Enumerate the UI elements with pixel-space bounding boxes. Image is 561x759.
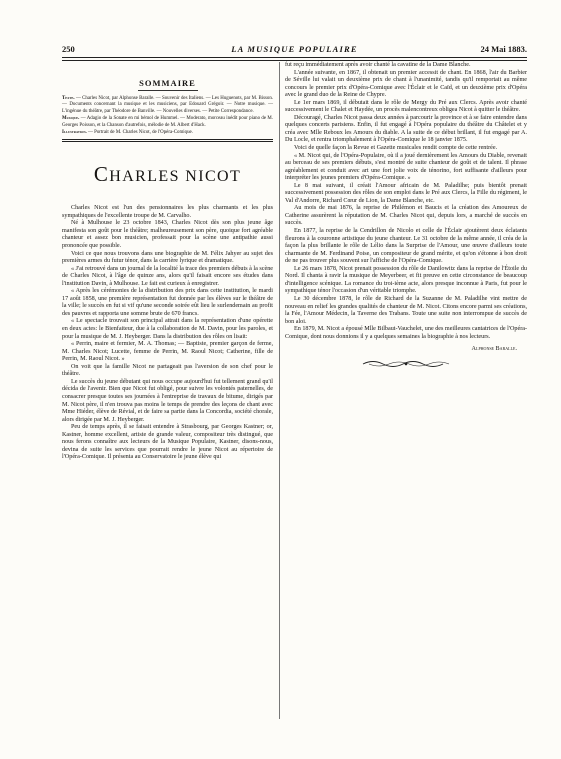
article-paragraph: Le 30 décembre 1878, le rôle de Richard de la Suzanne de M. Paladilhe vint mettre de nouveau en relief les grandes qualités de chanteur de M. Nicot. Citons encore parmi ses créations, la Fée, l'Amour Médecin, la Taverne des Trabans. Toute une suite non interrompue de succès de bon aloi. — [285, 295, 527, 325]
end-flourish-ornament — [361, 359, 451, 369]
article-paragraph: « Après les cérémonies de la distribution des prix dans cette institution, le mardi 17 août 1858, une première représentation fut donnée par les élèves sur le théâtre de la ville; le succès en fut si vif qu'une seconde soirée eût lieu le surlendemain au profit des pauvres et rapporta une somme brute de 670 francs. — [62, 288, 273, 317]
article-paragraph: Le 1er mars 1869, il débutait dans le rôle de Mergy du Pré aux Clercs. Après avoir chanté successivement le Chalet et Haydée, un procès malencontreux obligea Nicot à quitter le théâtre. — [285, 99, 527, 114]
sommaire-illustration-content: — Portrait de M. Charles Nicot, de l'Opéra-Comique. — [87, 130, 193, 136]
sommaire-musique-label: Musique. — [62, 116, 80, 122]
article-paragraph: « J'ai retrouvé dans un journal de la localité la trace des premiers débuts à la scène de Charles Nicot, à l'âge de quinze ans, alors qu'il faisait encore ses études dans l'institution Davin, à Mulhouse. Le fait est curieux à enregistrer. — [62, 265, 273, 287]
article-paragraph: « Perrin, maire et fermier, M. A. Thomas; — Baptiste, premier garçon de ferme, M. Charles Nicot; Lucette, femme de Perrin, M. Raoul Nicot; Catherine, fille de Perrin, M. Raoul Nicot. » — [62, 341, 273, 363]
article-paragraph: Peu de temps après, il se faisait entendre à Strasbourg, par Georges Kastner; or, Kastner, homme excellent, artiste de grande valeur, compositeur très distingué, que nous ferons connaître aux lecteurs de la Musique Populaire, Kastner, disons-nous, devina de suite les services que pourrait rendre le jeune Nicot au répertoire de l'Opéra-Comique. Il présenta au Conservatoire le jeune élève qui — [62, 424, 273, 461]
article-paragraph: Le succès du jeune débutant qui nous occupe aujourd'hui fut tellement grand qu'il décida de l'avenir. Bien que Nicot fut obligé, pour suivre les volontés paternelles, de consacrer presque toutes ses journées à l'entreprise de travaux de bitume, dirigés par M. Nicot père, il n'en trouva pas moins le temps de prendre des leçons de chant avec Mme Hiéder, élève de Révial, et de faire sa partie dans la Concordia, société chorale, alors dirigée par M. J. Heyberger. — [62, 378, 273, 423]
column-divider — [279, 62, 280, 719]
sommaire — [62, 78, 273, 137]
issue-date: 24 Mai 1883. — [480, 44, 527, 54]
article-paragraph: Au mois de mai 1876, la reprise de Philémon et Baucis et la création des Amoureux de Catherine assurèrent la réputation de M. Charles Nicot qui, depuis lors, a marché de succès en succès. — [285, 205, 527, 227]
article-paragraph: Né à Mulhouse le 23 octobre 1843, Charles Nicot dès son plus jeune âge manifesta son goût pour le théâtre; malheureusement son père, quoique fort agréable chanteur et assez bon musicien, professait pour la scène une antipathie aussi prononcée que possible. — [62, 220, 273, 250]
article-paragraph: Le 8 mai suivant, il créait l'Amour africain de M. Paladilhe; puis bientôt prenait successivement possession des rôles de son emploi dans le Pré aux Clercs, la Fille du régiment, le Val d'Andorre, Richard Cœur de Lion, la Dame Blanche, etc. — [285, 182, 527, 204]
sommaire-illustration-label: Illustration. — [62, 130, 87, 136]
running-header — [62, 44, 527, 56]
left-column — [62, 62, 273, 739]
article-paragraph: Découragé, Charles Nicot passa deux années à parcourir la province et à se faire entendre dans quelques concerts parisiens. Enfin, il fut engagé à l'Opéra populaire du théâtre du Châtelet et y créa avec Mlle Reboux les Amours du diable. A la suite de ce début brillant, il fut engagé par A. Du Locle, et rentra triomphalement à l'Opéra-Comique le 18 janvier 1875. — [285, 114, 527, 144]
article-body-left — [62, 205, 273, 462]
article-title — [62, 162, 273, 187]
article-signature: Alphonse Baralle. — [471, 345, 517, 353]
sommaire-texte-label: Texte. — [62, 96, 75, 101]
sommaire-musique-content: — Adagio de la Sonate en mi bémol de Hummel. — Moderato, morceau inédit pour piano de M. Georges Poisson, et la Chanson d'autrefois, mélodie de M. Albert d'Hack. — [62, 116, 273, 128]
article-paragraph: Voici ce que nous trouvons dans une biographie de M. Félix Jahyer au sujet des premières armes du futur ténor, dans la carrière lyrique et dramatique. — [62, 250, 273, 265]
sommaire-texte — [62, 96, 273, 115]
article-paragraph: On voit que la famille Nicot ne partageait pas l'aversion de son chef pour le théâtre. — [62, 363, 273, 378]
sommaire-illustration — [62, 130, 273, 136]
article-title-initial: C — [93, 162, 110, 187]
header-rule — [62, 57, 527, 61]
article-paragraph: « Le spectacle trouvait son principal attrait dans la représentation d'une opérette en deux actes: le Bienfaiteur, due à la collaboration de M. Davin, pour les paroles, et pour la musique de M. J. Heyberger. Dans la distribution des rôles on lisait: — [62, 318, 273, 340]
right-column — [285, 62, 527, 739]
sommaire-bottom-rule — [62, 139, 273, 143]
article-paragraph: En 1879, M. Nicot a épousé Mlle Bilbaut-Vauchelet, une des meilleures cantatrices de l'Opéra-Comique, dont nous donnions il y a quelques semaines la biographie à nos lecteurs. — [285, 326, 528, 340]
article-paragraph: Charles Nicot est l'un des pensionnaires les plus charmants et les plus sympathiques de l'excellente troupe de M. Carvalho. — [62, 205, 273, 219]
article-paragraph: Le 26 mars 1878, Nicot prenait possession du rôle de Danilowitz dans la reprise de l'Étoile du Nord. Il chanta à ravir la musique de Meyerbeer, et fit preuve en cette circonstance de beaucoup d'intelligence scénique. La romance du troi-ième acte, alors presque inconnue à Paris, fut pour le sympathique ténor l'occasion d'un véritable triomphe. — [285, 265, 527, 295]
sommaire-texte-content: — Charles Nicot, par Alphonse Baralle. — Souvenir des Italiens. — Les Huguenots, par M. Bisson. — Documents concernant la musique et les musiciens, par Edouard Grégoir. — Notre musique. — L'ingénue du théâtre, par Théodore de Banville. — Nouvelles diverses. — Petite Correspondance. — [62, 96, 273, 114]
sommaire-rule — [138, 90, 198, 91]
article-paragraph: Voici de quelle façon la Revue et Gazette musicales rendit compte de cette rentrée. — [294, 145, 498, 152]
article-title-rest: HARLES NICOT — [109, 168, 242, 186]
article-body-right — [285, 62, 527, 341]
article-paragraph: fut reçu immédiatement après avoir chanté la cavatine de la Dame Blanche. — [285, 62, 471, 68]
article-paragraph: En 1877, la reprise de la Cendrillon de Nicolo et celle de l'Éclair ajoutèrent deux éclatants fleurons à la couronne artistique du jeune chanteur. Le 31 octobre de la même année, il créa de la façon la plus brillante le rôle de Lélio dans la Surprise de l'Amour, une œuvre d'ailleurs toute charmante de M. Ferdinand Poise, un compositeur de grand mérite, et qu'on s'étonne à bon droit de ne pas trouver plus souvent sur l'affiche de l'Opéra-Comique. — [285, 228, 527, 265]
sommaire-title: SOMMAIRE — [139, 78, 196, 88]
page-number: 250 — [62, 44, 75, 54]
article-paragraph: L'année suivante, en 1867, il obtenait un premier accessit de chant. En 1868, l'air du Barbier de Séville lui valait un deuxième prix de chant à l'unanimité, tandis qu'il remportait au même concours le premier prix d'Opéra-Comique avec l'Éclair et le Caïd, et un deuxième prix d'Opéra avec le grand duo de la Reine de Chypre. — [285, 69, 527, 99]
journal-title: LA MUSIQUE POPULAIRE — [231, 44, 358, 54]
sommaire-musique — [62, 116, 273, 129]
article-paragraph: « M. Nicot qui, de l'Opéra-Populaire, où il a joué dernièrement les Amours du Diable, revenait au berceau de ses premiers débuts, s'est montré de suite chanteur de goût et de talent. Il phrase agréablement et conduit avec art une fort jolie voix de ténorino, fort suffisante d'ailleurs pour interpréter les jeunes premiers d'Opéra-Comique. » — [285, 152, 527, 182]
